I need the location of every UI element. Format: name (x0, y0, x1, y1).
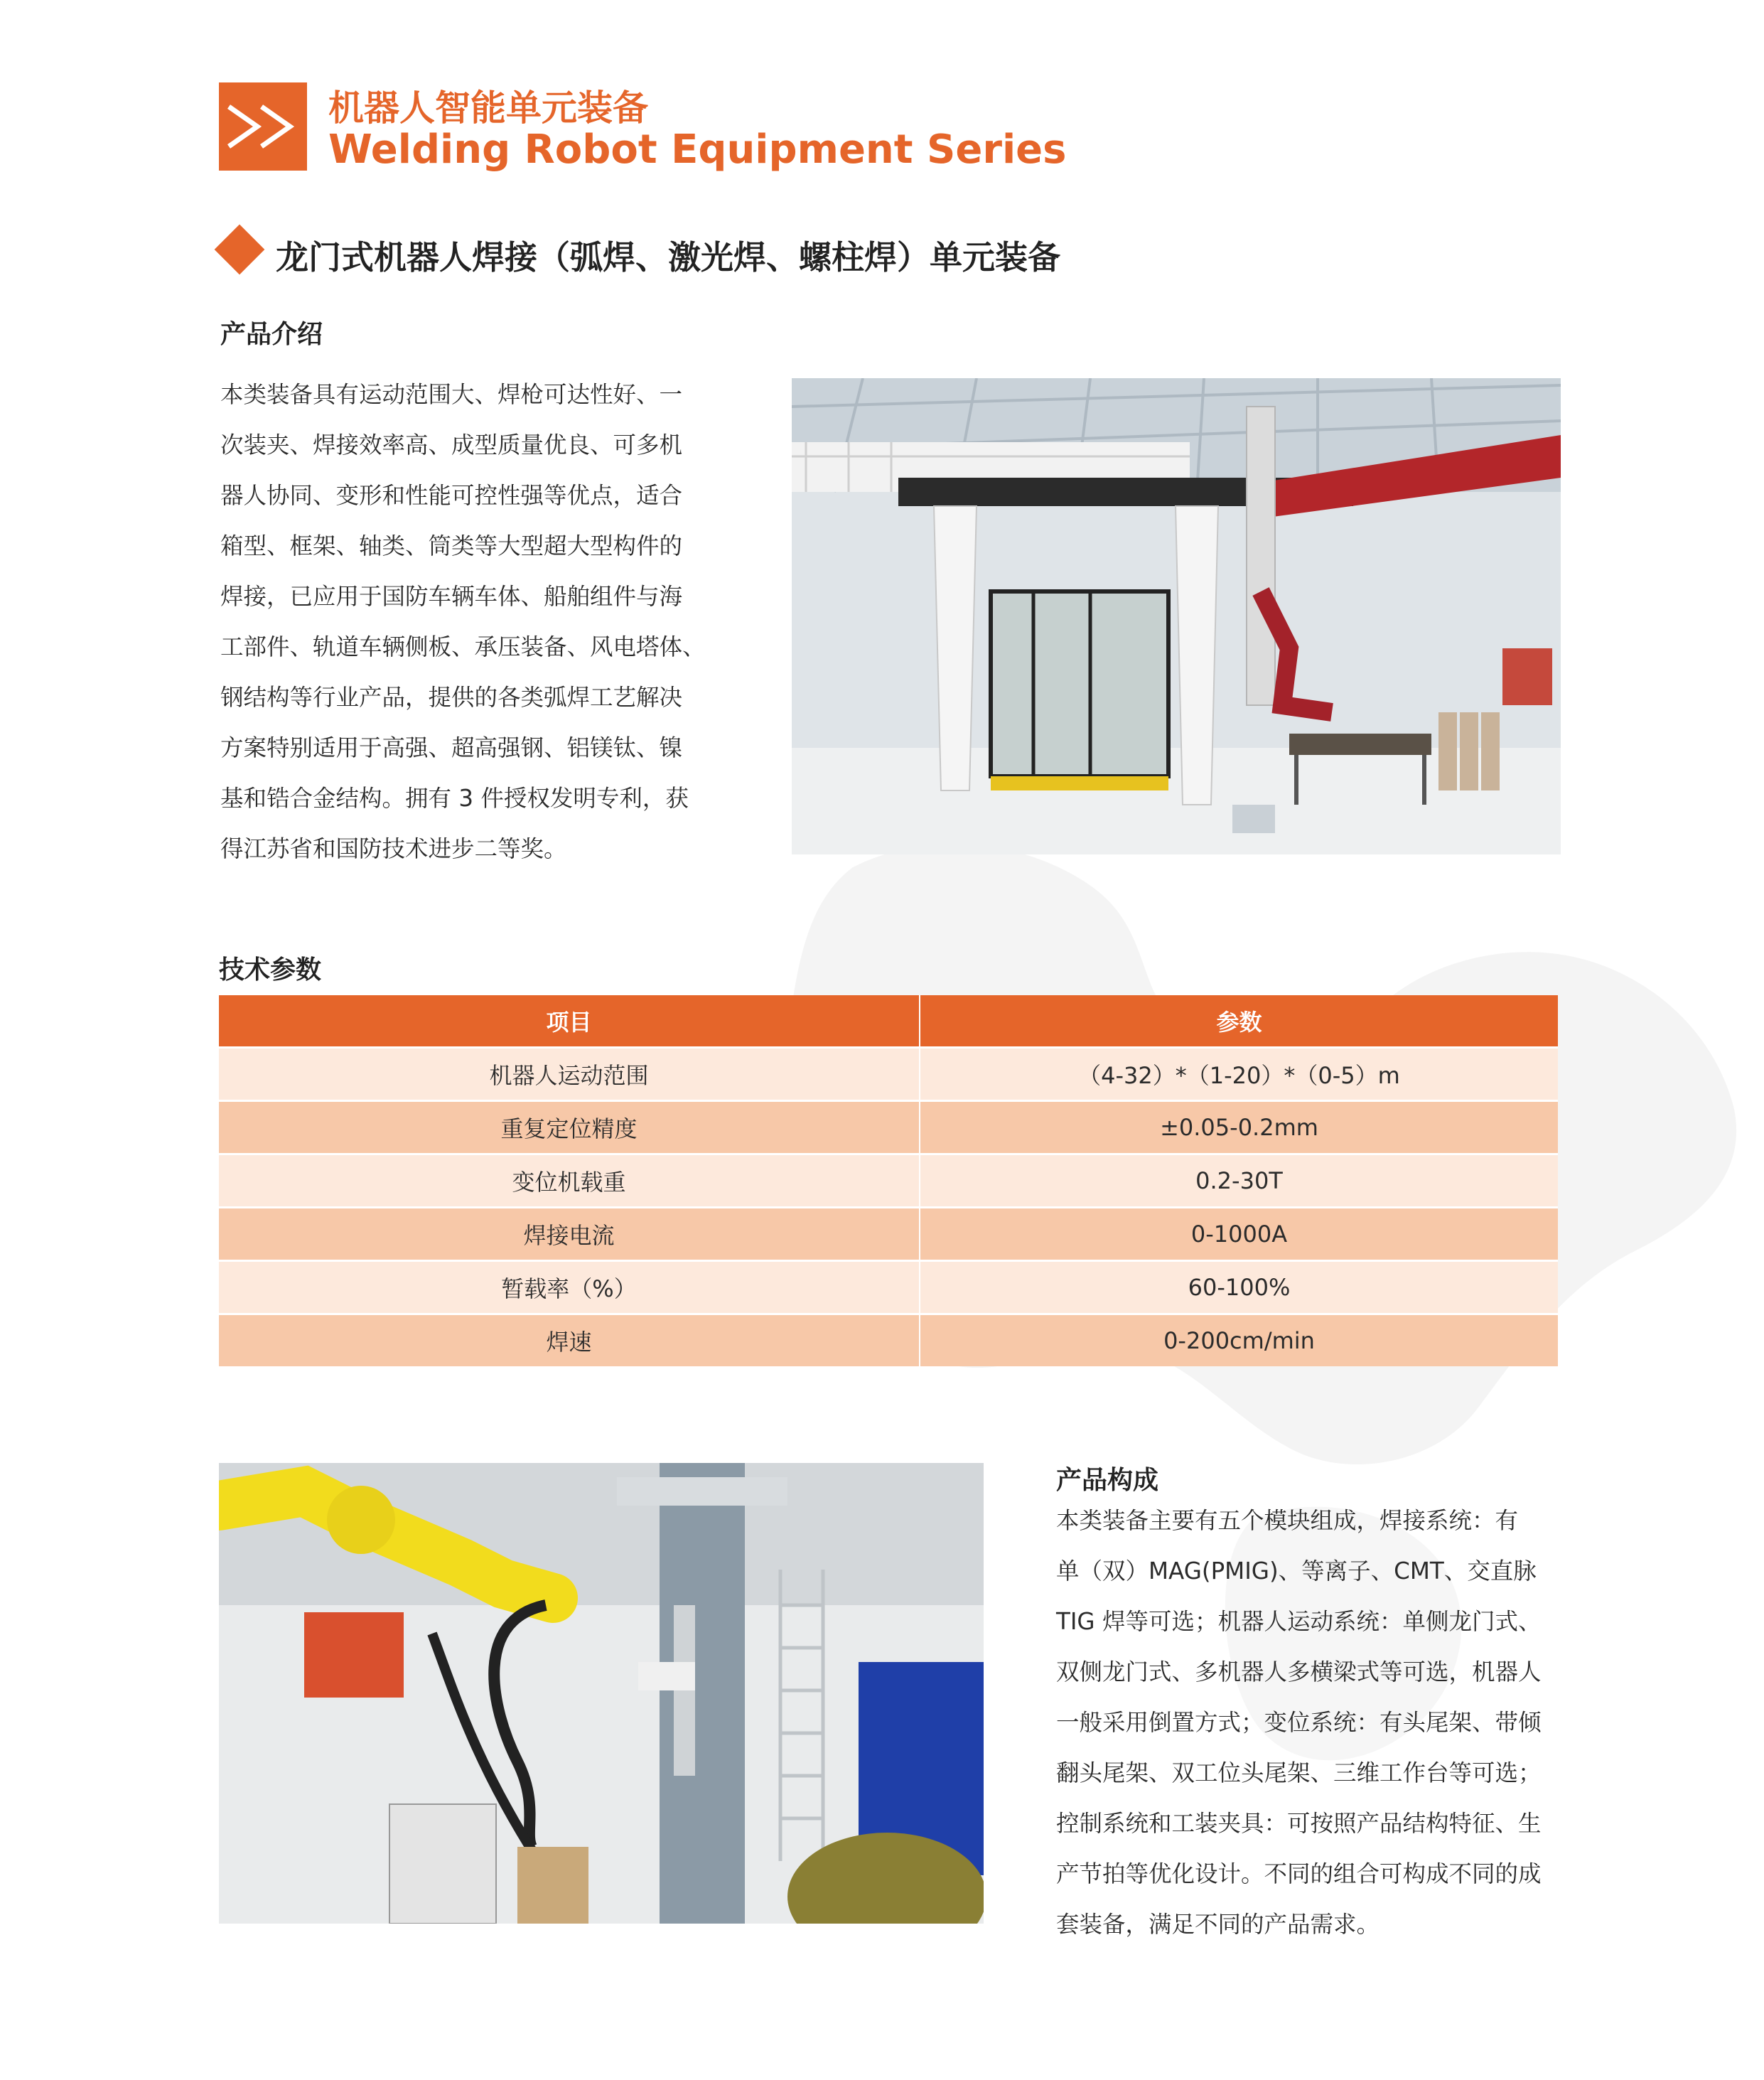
intro-line: 本类装备具有运动范围大、焊枪可达性好、一 (220, 381, 683, 408)
spec-table (219, 995, 1558, 1366)
composition-line: 单（双）MAG(PMIG)、等离子、CMT、交直脉 (1056, 1558, 1537, 1585)
table-cell-item: 变位机载重 (219, 1154, 920, 1208)
intro-line: 钢结构等行业产品，提供的各类弧焊工艺解决 (220, 684, 683, 711)
table-cell-item: 重复定位精度 (219, 1101, 920, 1154)
composition-line: 本类装备主要有五个模块组成，焊接系统：有 (1056, 1507, 1519, 1534)
composition-line: 一般采用倒置方式；变位系统：有头尾架、带倾 (1056, 1709, 1542, 1736)
intro-line: 箱型、框架、轴类、筒类等大型超大型构件的 (220, 532, 683, 559)
table-row (219, 1208, 1558, 1261)
composition-line: 翻头尾架、双工位头尾架、三维工作台等可选； (1056, 1759, 1542, 1786)
header-title-cn: 机器人智能单元装备 (328, 87, 648, 129)
intro-paragraph (220, 370, 711, 874)
composition-paragraph (1056, 1496, 1561, 1950)
intro-line: 方案特别适用于高强、超高强钢、铝镁钛、镍 (220, 734, 683, 761)
section-title: 龙门式机器人焊接（弧焊、激光焊、螺柱焊）单元装备 (276, 238, 1060, 277)
intro-line: 工部件、轨道车辆侧板、承压装备、风电塔体、 (220, 633, 706, 660)
intro-line: 器人协同、变形和性能可控性强等优点，适合 (220, 482, 683, 509)
column-header-param: 参数 (920, 995, 1558, 1048)
table-header-row (219, 995, 1558, 1048)
welding-torch-photo (219, 1463, 984, 1924)
diamond-bullet-icon (215, 225, 265, 275)
intro-heading: 产品介绍 (220, 320, 323, 349)
composition-line: 双侧龙门式、多机器人多横梁式等可选，机器人 (1056, 1658, 1542, 1685)
gantry-robot-photo (792, 378, 1561, 854)
table-cell-item: 暂载率（%） (219, 1261, 920, 1314)
composition-line: TIG 焊等可选；机器人运动系统：单侧龙门式、 (1056, 1608, 1542, 1635)
table-cell-item: 焊接电流 (219, 1208, 920, 1261)
table-cell-value: 60-100% (920, 1261, 1558, 1314)
table-cell-value: 0-200cm/min (920, 1314, 1558, 1367)
composition-line: 产节拍等优化设计。不同的组合可构成不同的成 (1056, 1860, 1542, 1887)
table-row (219, 1261, 1558, 1314)
intro-line: 基和锆合金结构。拥有 3 件授权发明专利，获 (220, 785, 689, 812)
table-cell-value: （4-32）*（1-20）*（0-5）m (920, 1048, 1558, 1101)
intro-line: 次装夹、焊接效率高、成型质量优良、可多机 (220, 431, 683, 459)
column-header-item: 项目 (219, 995, 920, 1048)
table-row (219, 1314, 1558, 1367)
header-title-en: Welding Robot Equipment Series (328, 127, 1067, 173)
composition-heading: 产品构成 (1056, 1466, 1159, 1495)
table-cell-item: 机器人运动范围 (219, 1048, 920, 1101)
composition-line: 控制系统和工装夹具：可按照产品结构特征、生 (1056, 1810, 1542, 1837)
params-heading: 技术参数 (219, 955, 322, 985)
header-logo (219, 82, 307, 171)
intro-line: 得江苏省和国防技术进步二等奖。 (220, 835, 567, 862)
intro-line: 焊接，已应用于国防车辆车体、船舶组件与海 (220, 583, 683, 610)
table-row (219, 1154, 1558, 1208)
composition-line: 套装备，满足不同的产品需求。 (1056, 1911, 1380, 1938)
table-cell-item: 焊速 (219, 1314, 920, 1367)
double-chevron-right-icon (219, 82, 307, 171)
table-row (219, 1048, 1558, 1101)
table-row (219, 1101, 1558, 1154)
table-cell-value: 0-1000A (920, 1208, 1558, 1261)
table-cell-value: ±0.05-0.2mm (920, 1101, 1558, 1154)
table-cell-value: 0.2-30T (920, 1154, 1558, 1208)
